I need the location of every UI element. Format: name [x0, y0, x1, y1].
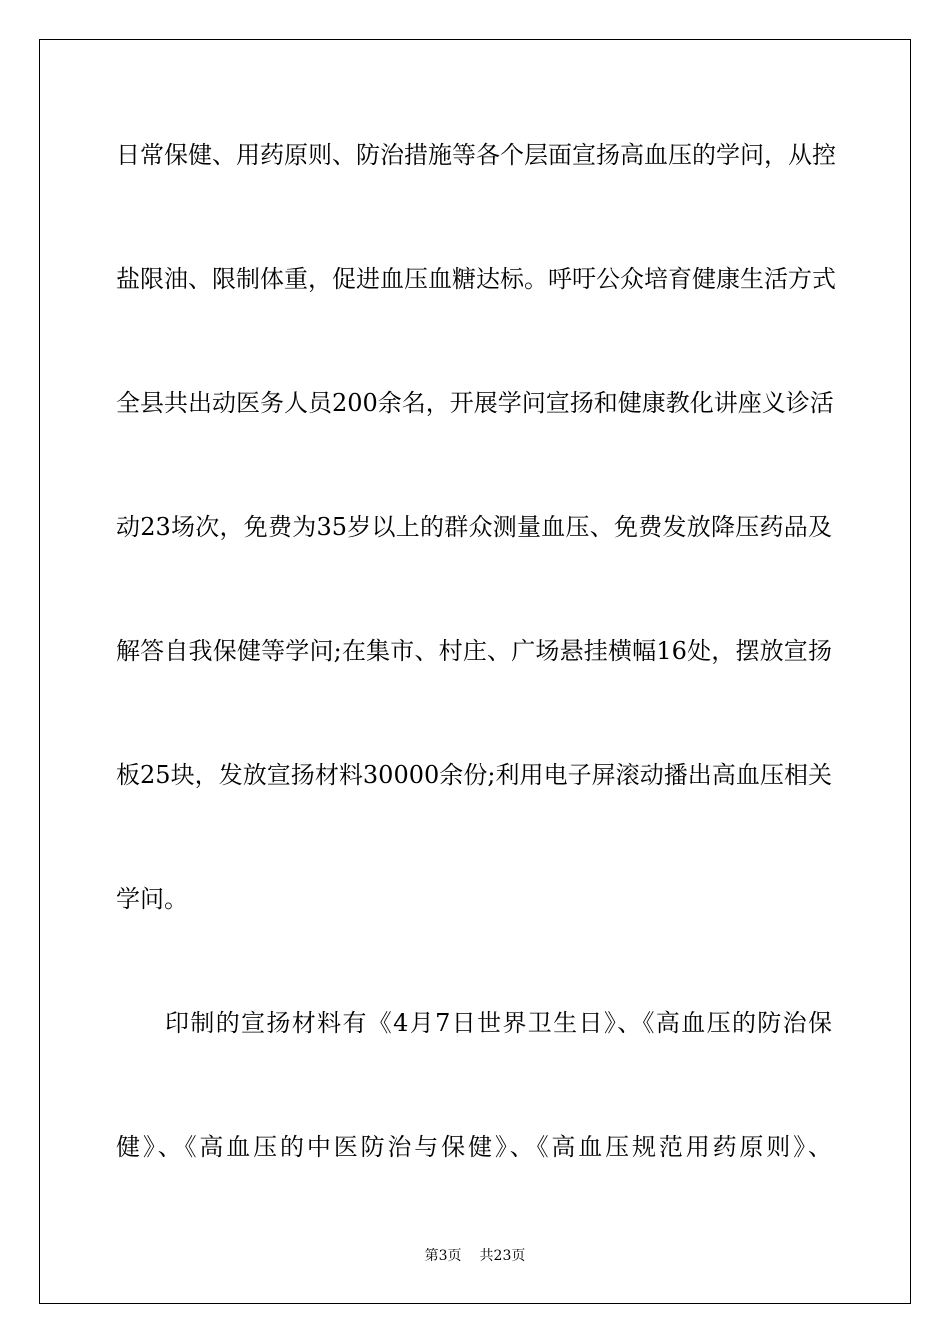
text-line-8: 印制的宣扬材料有《4月7日世界卫生日》、《高血压的防治保	[165, 1009, 832, 1037]
text-line-9: 健》、《高血压的中医防治与保健》、《高血压规范用药原则》、	[116, 1133, 832, 1161]
text-line-1: 日常保健、用药原则、防治措施等各个层面宣扬高血压的学问，从控	[116, 141, 836, 169]
text-line-6: 板25块，发放宣扬材料30000余份;利用电子屏滚动播出高血压相关	[116, 761, 832, 789]
text-line-3: 全县共出动医务人员200余名，开展学问宣扬和健康教化讲座义诊活	[116, 389, 834, 417]
page-number-total: 共23页	[479, 1248, 526, 1264]
text-line-2: 盐限油、限制体重，促进血压血糖达标。呼吁公众培育健康生活方式	[116, 265, 836, 293]
text-line-5: 解答自我保健等学问;在集市、村庄、广场悬挂横幅16处，摆放宣扬	[116, 637, 832, 665]
text-line-7: 学问。	[116, 885, 188, 913]
text-line-4: 动23场次，免费为35岁以上的群众测量血压、免费发放降压药品及	[116, 513, 832, 541]
page-border	[39, 39, 911, 1304]
page-number-current: 第3页	[424, 1248, 462, 1264]
page-footer	[0, 1247, 950, 1265]
